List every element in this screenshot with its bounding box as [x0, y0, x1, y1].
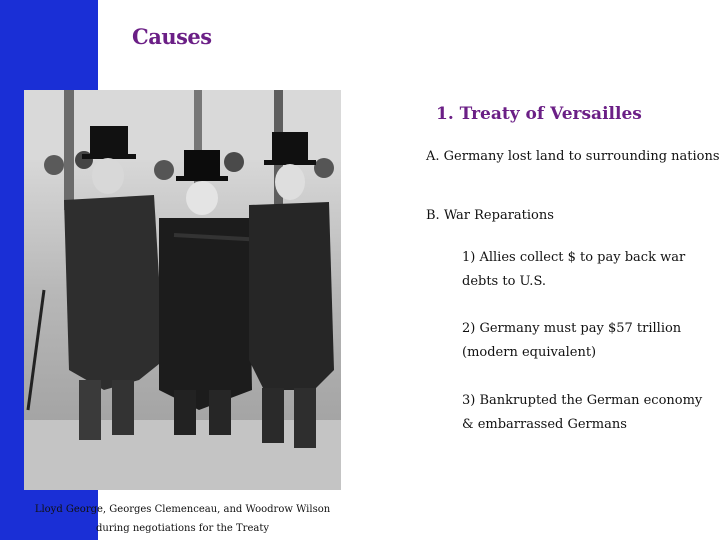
- photo-caption: [24, 500, 341, 538]
- historical-photo: [24, 90, 341, 490]
- subpoint-3: 3) Bankrupted the German economy & embarrassed Germans: [462, 393, 703, 432]
- caption-line-2: during negotiations for the Treaty: [95, 523, 270, 534]
- subpoint-1: 1) Allies collect $ to pay back war debts to U.S.: [462, 250, 686, 289]
- caption-line-1: Lloyd George, Georges Clemenceau, and Woodrow Wilson: [34, 504, 331, 515]
- section-heading: 1. Treaty of Versailles: [436, 104, 642, 124]
- point-b: B. War Reparations: [426, 208, 554, 223]
- subpoint-2: 2) Germany must pay $57 trillion (modern equivalent): [462, 321, 682, 360]
- slide-title: Causes: [132, 24, 212, 49]
- point-a: A. Germany lost land to surrounding nations: [426, 149, 720, 164]
- photo-illustration: [24, 90, 341, 490]
